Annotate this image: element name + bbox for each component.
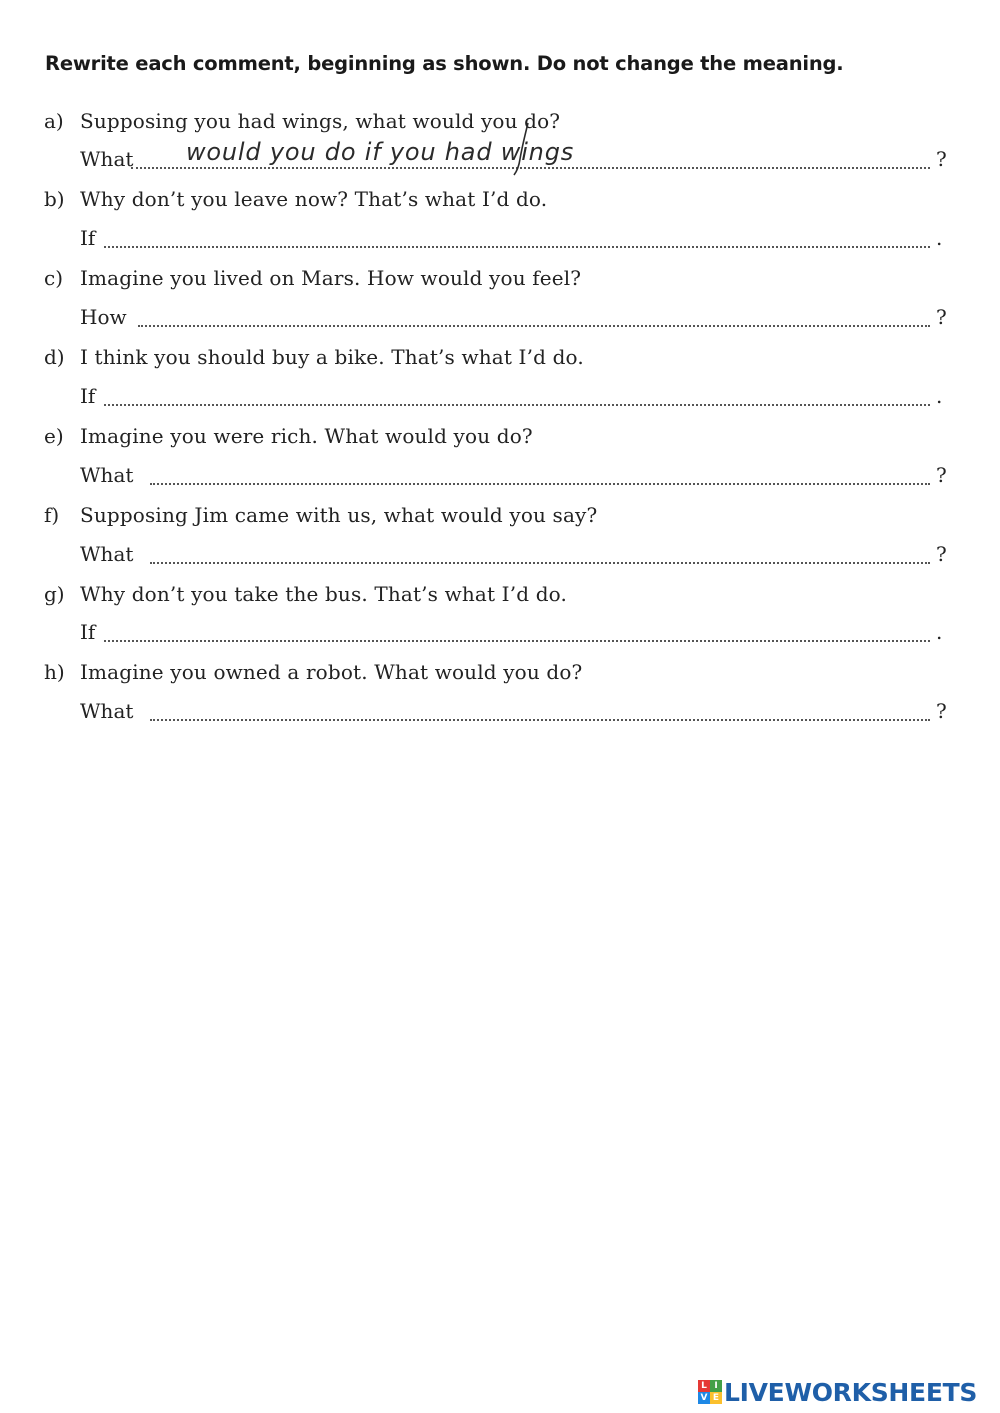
item-end-punctuation: . bbox=[936, 384, 943, 408]
item-prompt: Supposing you had wings, what would you do? bbox=[80, 109, 561, 133]
item-letter: f) bbox=[44, 503, 60, 527]
item-prompt: Imagine you were rich. What would you do? bbox=[80, 424, 533, 448]
answer-line[interactable] bbox=[104, 246, 930, 248]
liveworksheets-logo-icon bbox=[698, 1380, 722, 1404]
item-prompt: Supposing Jim came with us, what would you say? bbox=[80, 503, 598, 527]
liveworksheets-watermark bbox=[698, 1378, 977, 1406]
item-end-punctuation: ? bbox=[936, 147, 947, 171]
logo-letter: L bbox=[698, 1380, 710, 1392]
item-a-answer-row bbox=[0, 138, 1000, 187]
item-g-answer-row bbox=[0, 620, 1000, 660]
item-c-answer-row bbox=[0, 305, 1000, 345]
item-letter: d) bbox=[44, 345, 65, 369]
instructions-heading: Rewrite each comment, beginning as shown. Do not change the meaning. bbox=[45, 52, 844, 75]
item-b-answer-row bbox=[0, 226, 1000, 266]
item-g-prompt-row bbox=[0, 582, 1000, 622]
item-f-prompt-row bbox=[0, 503, 1000, 543]
item-prompt: Imagine you lived on Mars. How would you feel? bbox=[80, 266, 582, 290]
answer-line[interactable] bbox=[104, 640, 930, 642]
logo-letter: I bbox=[710, 1380, 722, 1392]
item-f-answer-row bbox=[0, 542, 1000, 582]
answer-line[interactable] bbox=[131, 167, 930, 169]
item-h-answer-row bbox=[0, 699, 1000, 739]
item-starter: What bbox=[80, 542, 134, 566]
answer-line[interactable] bbox=[150, 719, 930, 721]
item-starter: If bbox=[80, 384, 96, 408]
watermark-text: LIVEWORKSHEETS bbox=[724, 1377, 978, 1407]
answer-line[interactable] bbox=[138, 325, 930, 327]
answer-line[interactable] bbox=[104, 404, 930, 406]
item-prompt: Why don’t you take the bus. That’s what I’d do. bbox=[80, 582, 567, 606]
item-d-prompt-row bbox=[0, 345, 1000, 385]
item-e-prompt-row bbox=[0, 424, 1000, 464]
item-letter: a) bbox=[44, 109, 64, 133]
item-h-prompt-row bbox=[0, 660, 1000, 700]
item-end-punctuation: . bbox=[936, 226, 943, 250]
item-prompt: I think you should buy a bike. That’s what I’d do. bbox=[80, 345, 584, 369]
item-starter: If bbox=[80, 226, 96, 250]
handwritten-answer: would you do if you had wings bbox=[186, 138, 575, 166]
item-starter: What bbox=[80, 147, 134, 171]
item-e-answer-row bbox=[0, 463, 1000, 503]
item-b-prompt-row bbox=[0, 187, 1000, 227]
answer-line[interactable] bbox=[150, 562, 930, 564]
item-starter: What bbox=[80, 699, 134, 723]
item-starter: If bbox=[80, 620, 96, 644]
item-letter: b) bbox=[44, 187, 65, 211]
item-prompt: Imagine you owned a robot. What would you do? bbox=[80, 660, 583, 684]
item-starter: What bbox=[80, 463, 134, 487]
item-letter: g) bbox=[44, 582, 65, 606]
item-letter: e) bbox=[44, 424, 64, 448]
item-starter: How bbox=[80, 305, 127, 329]
logo-letter: E bbox=[710, 1392, 722, 1404]
logo-letter: V bbox=[698, 1392, 710, 1404]
item-prompt: Why don’t you leave now? That’s what I’d do. bbox=[80, 187, 548, 211]
answer-line[interactable] bbox=[150, 483, 930, 485]
item-end-punctuation: ? bbox=[936, 699, 947, 723]
item-end-punctuation: ? bbox=[936, 542, 947, 566]
item-end-punctuation: . bbox=[936, 620, 943, 644]
item-c-prompt-row bbox=[0, 266, 1000, 306]
item-letter: h) bbox=[44, 660, 65, 684]
item-letter: c) bbox=[44, 266, 64, 290]
item-end-punctuation: ? bbox=[936, 463, 947, 487]
item-end-punctuation: ? bbox=[936, 305, 947, 329]
item-d-answer-row bbox=[0, 384, 1000, 424]
